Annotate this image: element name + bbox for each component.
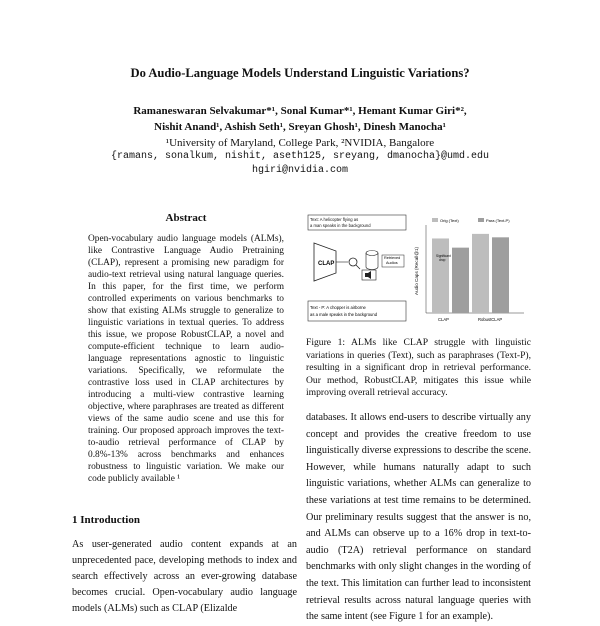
text-para-line-2: as a male speaks in the background — [310, 312, 378, 317]
y-axis-label: Audio Caps (Recall@1) — [414, 246, 419, 295]
introduction-body: As user-generated audio content expands at an unprecedented pace, developing methods to index and search effectively across an ever-growing database becomes crucial. Open-vocabulary audio language models (ALMs) such as CLAP (Elizalde — [72, 539, 297, 614]
legend-label-orig: Orig (Text) — [440, 218, 459, 223]
legend-swatch-orig — [432, 218, 438, 222]
database-icon — [366, 251, 378, 256]
section-heading-introduction: 1 Introduction — [72, 514, 140, 526]
author-line-2: Nishit Anand¹, Ashish Seth¹, Sreyan Ghosh¹, Dinesh Manocha¹ — [154, 121, 446, 133]
significant-drop-label: Significant — [436, 254, 451, 258]
tick-label-robustclap: RobustCLAP — [478, 317, 503, 322]
author-list — [0, 103, 600, 135]
bar-clap-para — [452, 248, 469, 313]
svg-text:Audios: Audios — [386, 261, 398, 265]
retrieved-audios-label: Retrieved — [384, 256, 401, 260]
author-line-1: Ramaneswaran Selvakumar*¹, Sonal Kumar*¹, Hemant Kumar Giri*², — [133, 105, 467, 117]
legend-label-para: Para (Text-P) — [486, 218, 510, 223]
bar-robustclap-para — [492, 237, 509, 313]
text-query-line-2: a man speaks in the background — [310, 223, 371, 228]
right-column-body: databases. It allows end-users to describe virtually any concept and provides the creative freedom to use linguistically diverse expressions to describe the scene. However, while humans naturally adapt to such linguistic variations, whether ALMs can generalize to these variations at test time remains to be determined. Our preliminary results suggest that the answer is no, and ALMs can observe up to a 16% drop in text-to-audio (T2A) retrieval performance on standard benchmarks with only slight changes in the wording of the text. This limitation can further lead to inconsistent retrieval results across natural language queries with the same intent (see Figure 1 for an example). — [306, 412, 531, 623]
text-para-line-1: Text - P: A chopper is airborne — [310, 305, 366, 310]
figure-1-caption: Figure 1: ALMs like CLAP struggle with linguistic variations in queries (Text), such as paraphrases (Text-P), resulting in a significant drop in retrieval performance. Our method, RobustCLAP, mitigates this issue while improving overall retrieval accuracy. — [306, 337, 531, 398]
bar-chart — [414, 218, 524, 322]
email-line-1: {ramans, sonalkum, nishit, aseth125, sreyang, dmanocha}@umd.edu — [110, 151, 490, 162]
bars-group — [432, 234, 509, 313]
abstract-body: Open-vocabulary audio language models (ALMs), like Contrastive Language Audio Pretraining (CLAP), represent a promising new paradigm for audio-text retrieval using natural language queries. In this paper, for the first time, we perform controlled experiments on various benchmarks to show that existing ALMs struggle to generalize to linguistic variations in textual queries. To address this issue, we propose RobustCLAP, a novel and compute-efficient technique to learn audio-language representations agnostic to linguistic variations. Specifically, we reformulate the contrastive loss used in CLAP architectures by introducing a multi-view contrastive learning objective, where paraphrases are treated as different views of the same audio scene and use this for training. Our proposed approach improves the text-to-audio retrieval performance of CLAP by 0.8%-13% across benchmarks and enhances robustness to linguistic variation. We make our code publicly available ¹ — [88, 234, 284, 484]
tick-label-clap: CLAP — [438, 317, 449, 322]
paper-title: Do Audio-Language Models Understand Linguistic Variations? — [130, 66, 470, 80]
figure-1-graphic — [306, 213, 532, 330]
affiliations-block — [0, 136, 600, 178]
bar-clap-orig — [432, 238, 449, 313]
abstract-heading: Abstract — [165, 212, 207, 224]
svg-text:drop: drop — [439, 258, 446, 262]
text-query-line-1: Text: A helicopter flying as — [310, 217, 359, 222]
search-icon-handle — [356, 265, 360, 269]
figure-1 — [306, 213, 532, 330]
affiliations: ¹University of Maryland, College Park, ²NVIDIA, Bangalore — [165, 137, 435, 149]
bar-robustclap-orig — [472, 234, 489, 313]
search-icon — [349, 258, 357, 266]
clap-label: CLAP — [318, 261, 335, 267]
email-line-2: hgiri@nvidia.com — [251, 165, 348, 176]
legend-swatch-para — [478, 218, 484, 222]
text-paraphrase-box — [308, 301, 406, 321]
